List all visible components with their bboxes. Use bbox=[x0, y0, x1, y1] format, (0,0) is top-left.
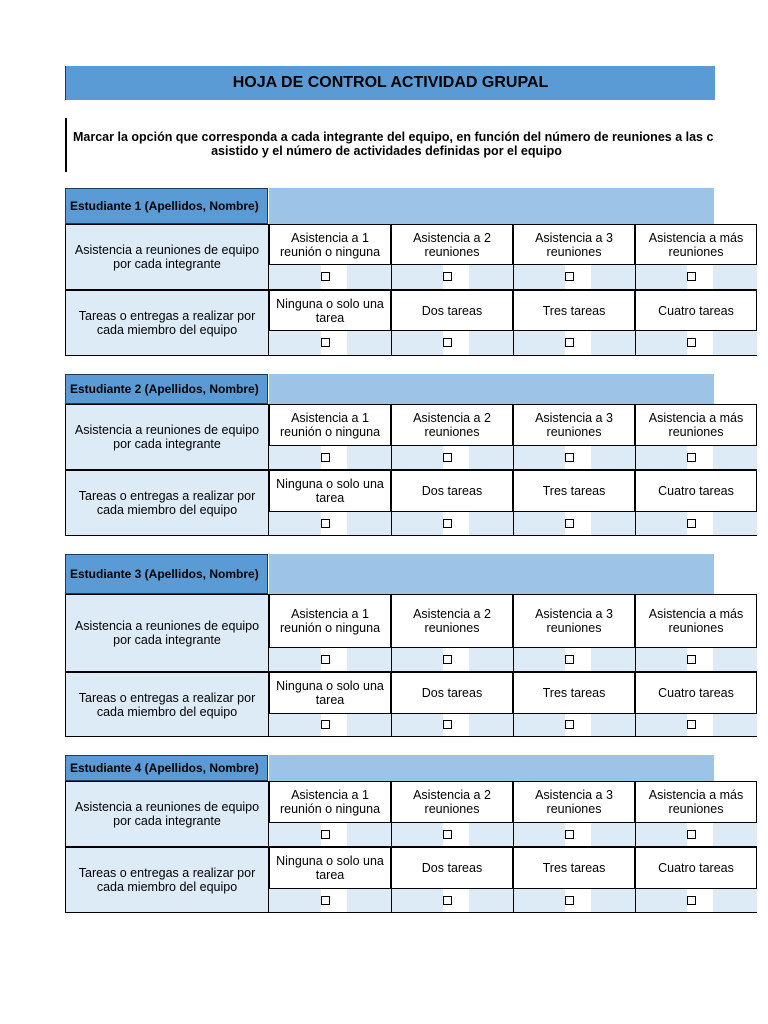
tasks-label: Tareas o entregas a realizar por cada miembro del equipo bbox=[65, 672, 269, 737]
student-block bbox=[65, 554, 744, 737]
option-checkbox[interactable] bbox=[443, 720, 452, 729]
option-checkbox[interactable] bbox=[687, 896, 696, 905]
attendance-checkbox-cell bbox=[513, 823, 635, 847]
tasks-option-label: Tres tareas bbox=[542, 303, 606, 318]
option-checkbox[interactable] bbox=[565, 830, 574, 839]
cell-divider bbox=[513, 446, 514, 469]
tasks-option bbox=[269, 470, 391, 512]
option-checkbox[interactable] bbox=[687, 655, 696, 664]
attendance-label: Asistencia a reuniones de equipo por cada integrante bbox=[65, 781, 269, 847]
tasks-option bbox=[513, 470, 635, 512]
tasks-checkbox-row bbox=[269, 889, 714, 913]
tasks-checkbox-cell bbox=[635, 331, 757, 356]
tasks-checkbox-cell bbox=[635, 714, 757, 737]
cell-divider bbox=[391, 648, 392, 671]
instruction-text bbox=[65, 118, 714, 172]
tasks-option bbox=[269, 672, 391, 714]
attendance-option-label: Asistencia a 3 reuniones bbox=[535, 788, 613, 816]
attendance-section bbox=[65, 404, 744, 470]
instruction-line-1: Marcar la opción que corresponda a cada integrante del equipo, en función del número de reuniones a las c bbox=[73, 130, 714, 144]
attendance-option-label: Asistencia a 3 reuniones bbox=[535, 230, 613, 259]
attendance-checkbox-row bbox=[269, 265, 714, 290]
tasks-checkbox-cell bbox=[391, 331, 513, 356]
tasks-checkbox-row bbox=[269, 331, 714, 356]
attendance-option bbox=[391, 404, 513, 446]
tasks-checkbox-cell bbox=[513, 889, 635, 913]
tasks-option-label: Dos tareas bbox=[421, 303, 483, 318]
student-header-row bbox=[65, 755, 714, 781]
option-checkbox[interactable] bbox=[443, 655, 452, 664]
attendance-option-label: Asistencia a 1 reunión o ninguna bbox=[279, 788, 381, 816]
tasks-checkbox-cell bbox=[269, 512, 391, 536]
cell-divider bbox=[635, 823, 636, 846]
cell-divider bbox=[513, 265, 514, 289]
attendance-option bbox=[391, 781, 513, 823]
tasks-checkbox-cell bbox=[513, 331, 635, 356]
cell-divider bbox=[513, 889, 514, 912]
attendance-option bbox=[269, 404, 391, 446]
option-checkbox[interactable] bbox=[321, 272, 330, 281]
tasks-option bbox=[391, 847, 513, 889]
tasks-option bbox=[269, 290, 391, 331]
student-header-row bbox=[65, 188, 714, 224]
tasks-label: Tareas o entregas a realizar por cada miembro del equipo bbox=[65, 470, 269, 536]
tasks-checkbox-cell bbox=[391, 512, 513, 536]
attendance-option-label: Asistencia a más reuniones bbox=[648, 788, 744, 816]
tasks-option bbox=[391, 470, 513, 512]
tasks-checkbox-row bbox=[269, 714, 714, 737]
attendance-option bbox=[513, 224, 635, 265]
tasks-option bbox=[635, 847, 757, 889]
tasks-option bbox=[391, 672, 513, 714]
student-name-field[interactable] bbox=[269, 188, 714, 224]
tasks-option bbox=[635, 470, 757, 512]
option-checkbox[interactable] bbox=[687, 519, 696, 528]
option-checkbox[interactable] bbox=[687, 453, 696, 462]
student-block bbox=[65, 374, 744, 536]
option-checkbox[interactable] bbox=[443, 453, 452, 462]
tasks-option bbox=[635, 672, 757, 714]
option-checkbox[interactable] bbox=[321, 338, 330, 347]
attendance-option bbox=[635, 781, 757, 823]
attendance-option-label: Asistencia a 2 reuniones bbox=[413, 607, 491, 635]
cell-divider bbox=[513, 331, 514, 355]
attendance-option-label: Asistencia a más reuniones bbox=[648, 411, 744, 439]
attendance-option-label: Asistencia a más reuniones bbox=[648, 230, 744, 259]
tasks-option bbox=[635, 290, 757, 331]
tasks-option-label: Ninguna o solo una tarea bbox=[276, 679, 384, 707]
tasks-checkbox-cell bbox=[635, 889, 757, 913]
tasks-checkbox-cell bbox=[513, 512, 635, 536]
tasks-option-label: Cuatro tareas bbox=[658, 861, 734, 875]
option-checkbox[interactable] bbox=[443, 272, 452, 281]
cell-divider bbox=[391, 331, 392, 355]
attendance-checkbox-cell bbox=[269, 265, 391, 290]
cell-divider bbox=[513, 714, 514, 736]
attendance-option bbox=[269, 594, 391, 648]
cell-divider bbox=[391, 446, 392, 469]
instruction-line-2: asistido y el número de actividades definidas por el equipo bbox=[211, 144, 562, 158]
option-checkbox[interactable] bbox=[443, 338, 452, 347]
tasks-label: Tareas o entregas a realizar por cada miembro del equipo bbox=[65, 290, 269, 356]
attendance-label: Asistencia a reuniones de equipo por cada integrante bbox=[65, 594, 269, 672]
attendance-option-label: Asistencia a 1 reunión o ninguna bbox=[279, 607, 381, 635]
attendance-option-label: Asistencia a 2 reuniones bbox=[413, 788, 491, 816]
cell-divider bbox=[513, 512, 514, 535]
attendance-option-label: Asistencia a 3 reuniones bbox=[535, 607, 613, 635]
tasks-option-label: Cuatro tareas bbox=[658, 303, 734, 318]
cell-divider bbox=[635, 331, 636, 355]
cell-divider bbox=[391, 265, 392, 289]
attendance-checkbox-cell bbox=[269, 823, 391, 847]
tasks-option bbox=[513, 847, 635, 889]
student-name-label: Estudiante 4 (Apellidos, Nombre) bbox=[65, 755, 268, 781]
option-checkbox[interactable] bbox=[565, 272, 574, 281]
tasks-section bbox=[65, 847, 734, 913]
attendance-checkbox-cell bbox=[513, 446, 635, 470]
option-checkbox[interactable] bbox=[687, 272, 696, 281]
tasks-option bbox=[513, 672, 635, 714]
tasks-option bbox=[513, 290, 635, 331]
attendance-option bbox=[269, 224, 391, 265]
cell-divider bbox=[635, 889, 636, 912]
attendance-option bbox=[391, 224, 513, 265]
cell-divider bbox=[635, 265, 636, 289]
attendance-checkbox-cell bbox=[391, 648, 513, 672]
tasks-section bbox=[65, 470, 734, 536]
option-checkbox[interactable] bbox=[565, 896, 574, 905]
tasks-checkbox-cell bbox=[513, 714, 635, 737]
attendance-checkbox-row bbox=[269, 823, 714, 847]
tasks-checkbox-cell bbox=[269, 889, 391, 913]
attendance-option-label: Asistencia a 1 reunión o ninguna bbox=[279, 230, 381, 259]
option-checkbox[interactable] bbox=[687, 338, 696, 347]
option-checkbox[interactable] bbox=[565, 720, 574, 729]
cell-divider bbox=[391, 512, 392, 535]
tasks-section bbox=[65, 290, 734, 356]
cell-divider bbox=[513, 648, 514, 671]
tasks-option-label: Cuatro tareas bbox=[658, 484, 734, 498]
cell-divider bbox=[635, 648, 636, 671]
attendance-checkbox-cell bbox=[391, 823, 513, 847]
tasks-option-label: Ninguna o solo una tarea bbox=[276, 854, 384, 882]
attendance-label: Asistencia a reuniones de equipo por cada integrante bbox=[65, 404, 269, 470]
attendance-checkbox-cell bbox=[269, 648, 391, 672]
tasks-option-label: Cuatro tareas bbox=[658, 686, 734, 700]
tasks-option-label: Dos tareas bbox=[421, 484, 483, 498]
student-block bbox=[65, 755, 744, 913]
attendance-checkbox-cell bbox=[635, 648, 757, 672]
student-name-label: Estudiante 3 (Apellidos, Nombre) bbox=[65, 554, 268, 594]
tasks-option-label: Dos tareas bbox=[421, 861, 483, 875]
cell-divider bbox=[391, 823, 392, 846]
attendance-checkbox-row bbox=[269, 648, 714, 672]
tasks-checkbox-cell bbox=[269, 331, 391, 356]
option-checkbox[interactable] bbox=[321, 519, 330, 528]
attendance-label: Asistencia a reuniones de equipo por cada integrante bbox=[65, 224, 269, 290]
option-checkbox[interactable] bbox=[321, 830, 330, 839]
student-name-field[interactable] bbox=[269, 374, 714, 404]
attendance-option bbox=[513, 404, 635, 446]
attendance-checkbox-cell bbox=[513, 265, 635, 290]
tasks-option bbox=[391, 290, 513, 331]
attendance-option-label: Asistencia a 1 reunión o ninguna bbox=[279, 411, 381, 439]
cell-divider bbox=[391, 889, 392, 912]
tasks-checkbox-cell bbox=[269, 714, 391, 737]
tasks-checkbox-cell bbox=[635, 512, 757, 536]
attendance-option bbox=[635, 404, 757, 446]
student-header-row bbox=[65, 374, 714, 404]
attendance-checkbox-cell bbox=[635, 265, 757, 290]
option-checkbox[interactable] bbox=[443, 519, 452, 528]
cell-divider bbox=[635, 714, 636, 736]
attendance-section bbox=[65, 781, 744, 847]
attendance-option bbox=[635, 224, 757, 265]
attendance-option-label: Asistencia a 2 reuniones bbox=[413, 230, 491, 259]
cell-divider bbox=[635, 446, 636, 469]
attendance-option-label: Asistencia a 2 reuniones bbox=[413, 411, 491, 439]
tasks-section bbox=[65, 672, 734, 737]
student-name-label: Estudiante 1 (Apellidos, Nombre) bbox=[65, 188, 268, 224]
option-checkbox[interactable] bbox=[443, 830, 452, 839]
option-checkbox[interactable] bbox=[565, 655, 574, 664]
option-checkbox[interactable] bbox=[687, 830, 696, 839]
attendance-checkbox-cell bbox=[513, 648, 635, 672]
option-checkbox[interactable] bbox=[321, 720, 330, 729]
tasks-checkbox-cell bbox=[391, 714, 513, 737]
tasks-checkbox-cell bbox=[391, 889, 513, 913]
tasks-option-label: Tres tareas bbox=[542, 686, 606, 700]
attendance-checkbox-cell bbox=[391, 265, 513, 290]
page-title: HOJA DE CONTROL ACTIVIDAD GRUPAL bbox=[65, 66, 715, 100]
student-block bbox=[65, 188, 744, 356]
attendance-checkbox-cell bbox=[269, 446, 391, 470]
option-checkbox[interactable] bbox=[565, 519, 574, 528]
attendance-checkbox-cell bbox=[391, 446, 513, 470]
attendance-option bbox=[269, 781, 391, 823]
cell-divider bbox=[513, 823, 514, 846]
attendance-option bbox=[635, 594, 757, 648]
tasks-option-label: Dos tareas bbox=[421, 686, 483, 700]
tasks-checkbox-row bbox=[269, 512, 714, 536]
option-checkbox[interactable] bbox=[321, 655, 330, 664]
cell-divider bbox=[635, 512, 636, 535]
tasks-option-label: Ninguna o solo una tarea bbox=[276, 477, 384, 505]
option-checkbox[interactable] bbox=[321, 453, 330, 462]
attendance-option bbox=[513, 594, 635, 648]
tasks-option-label: Tres tareas bbox=[542, 861, 606, 875]
student-header-row bbox=[65, 554, 714, 594]
student-name-field[interactable] bbox=[269, 755, 714, 781]
tasks-option bbox=[269, 847, 391, 889]
cell-divider bbox=[391, 714, 392, 736]
tasks-label: Tareas o entregas a realizar por cada miembro del equipo bbox=[65, 847, 269, 913]
attendance-section bbox=[65, 594, 744, 672]
student-name-field[interactable] bbox=[269, 554, 714, 594]
option-checkbox[interactable] bbox=[443, 896, 452, 905]
option-checkbox[interactable] bbox=[565, 338, 574, 347]
attendance-option bbox=[513, 781, 635, 823]
option-checkbox[interactable] bbox=[565, 453, 574, 462]
attendance-option-label: Asistencia a más reuniones bbox=[648, 607, 744, 635]
attendance-section bbox=[65, 224, 744, 290]
tasks-option-label: Tres tareas bbox=[542, 484, 606, 498]
attendance-checkbox-cell bbox=[635, 446, 757, 470]
attendance-option bbox=[391, 594, 513, 648]
option-checkbox[interactable] bbox=[687, 720, 696, 729]
attendance-checkbox-row bbox=[269, 446, 714, 470]
student-name-label: Estudiante 2 (Apellidos, Nombre) bbox=[65, 374, 268, 404]
tasks-option-label: Ninguna o solo una tarea bbox=[276, 296, 384, 325]
attendance-checkbox-cell bbox=[635, 823, 757, 847]
attendance-option-label: Asistencia a 3 reuniones bbox=[535, 411, 613, 439]
option-checkbox[interactable] bbox=[321, 896, 330, 905]
